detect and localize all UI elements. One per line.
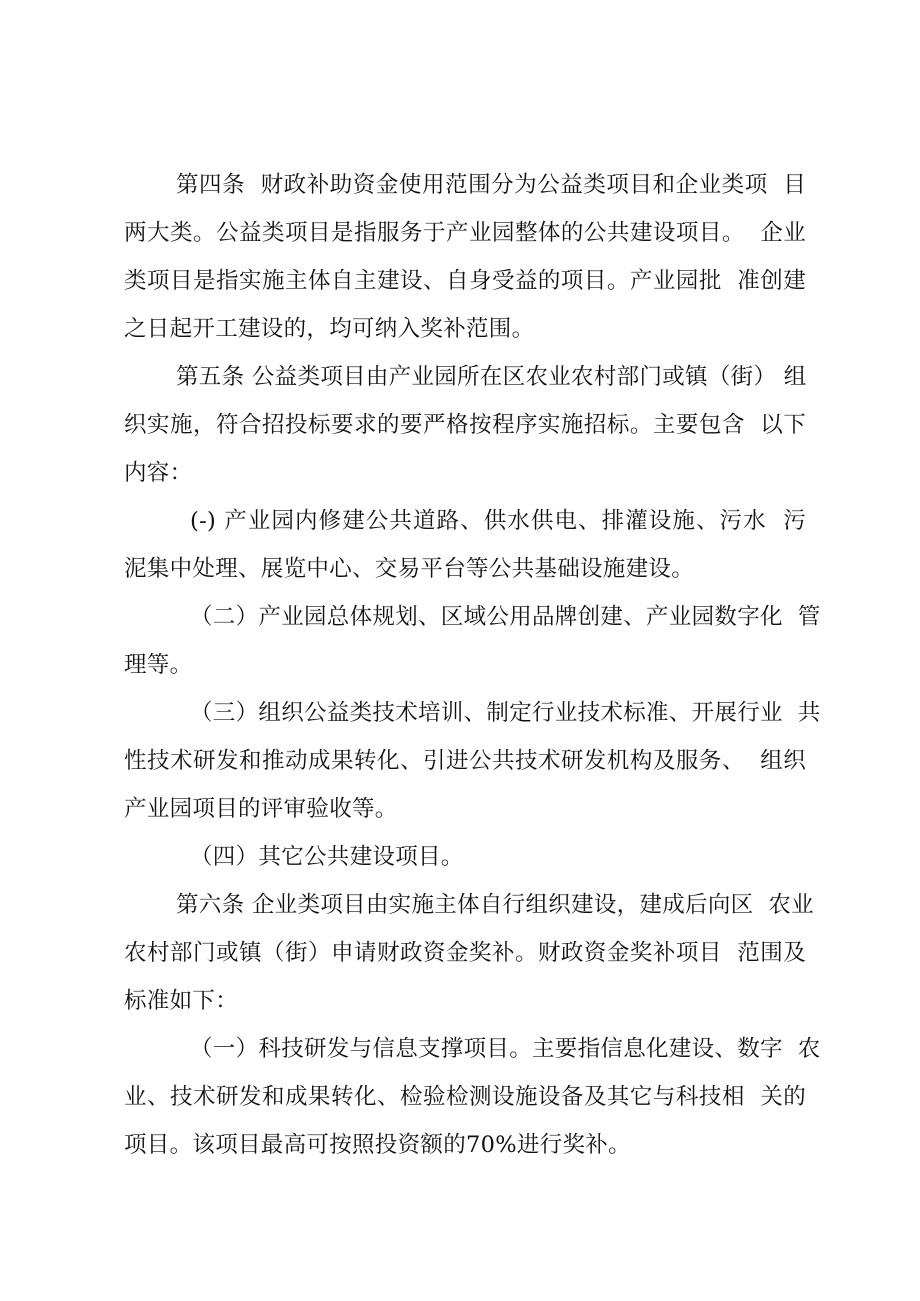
item-2-line-2: 理等。 [124, 652, 193, 678]
article-4-line-3: 类项目是指实施主体自主建设、自身受益的项目。产业园批 准创建 [124, 268, 806, 294]
article-4-line-1: 第四条 财政补助资金使用范围分为公益类项目和企业类项 目 [176, 172, 806, 198]
article-5-line-2: 织实施，符合招投标要求的要严格按程序实施招标。主要包含 以下 [124, 412, 806, 438]
item-1-line-2: 泥集中处理、展览中心、交易平台等公共基础设施建设。 [124, 556, 695, 582]
item-3-line-3: 产业园项目的评审验收等。 [124, 796, 398, 822]
item-3-line-2: 性技术研发和推动成果转化、引进公共技术研发机构及服务、 组织 [124, 748, 806, 774]
item-6-1-line-3: 项目。该项目最高可按照投资额的70%进行奖补。 [124, 1132, 631, 1158]
article-6-line-1: 第六条 企业类项目由实施主体自行组织建设，建成后向区 农业 [176, 892, 814, 918]
article-5-line-1: 第五条 公益类项目由产业园所在区农业农村部门或镇（街） 组 [176, 364, 807, 390]
article-4-line-4: 之日起开工建设的，均可纳入奖补范围。 [124, 316, 535, 342]
item-6-1-line-2: 业、技术研发和成果转化、检验检测设施设备及其它与科技相 关的 [124, 1084, 806, 1110]
article-5-line-3: 内容： [124, 460, 193, 486]
item-3-line-1: （三）组织公益类技术培训、制定行业技术标准、开展行业 共 [190, 700, 821, 726]
item-2-line-1: （二）产业园总体规划、区域公用品牌创建、产业园数字化 管 [190, 604, 821, 630]
item-1-line-1: (-) 产业园内修建公共道路、供水供电、排灌设施、污水 污 [190, 508, 806, 534]
item-6-1-line-1: （一）科技研发与信息支撑项目。主要指信息化建设、数字 农 [190, 1036, 821, 1062]
article-6-line-3: 标准如下： [124, 988, 239, 1014]
article-4-line-2: 两大类。公益类项目是指服务于产业园整体的公共建设项目。 企业 [124, 220, 806, 246]
article-6-line-2: 农村部门或镇（街）申请财政资金奖补。财政资金奖补项目 范围及 [124, 940, 806, 966]
item-4-line-1: （四）其它公共建设项目。 [190, 844, 464, 870]
